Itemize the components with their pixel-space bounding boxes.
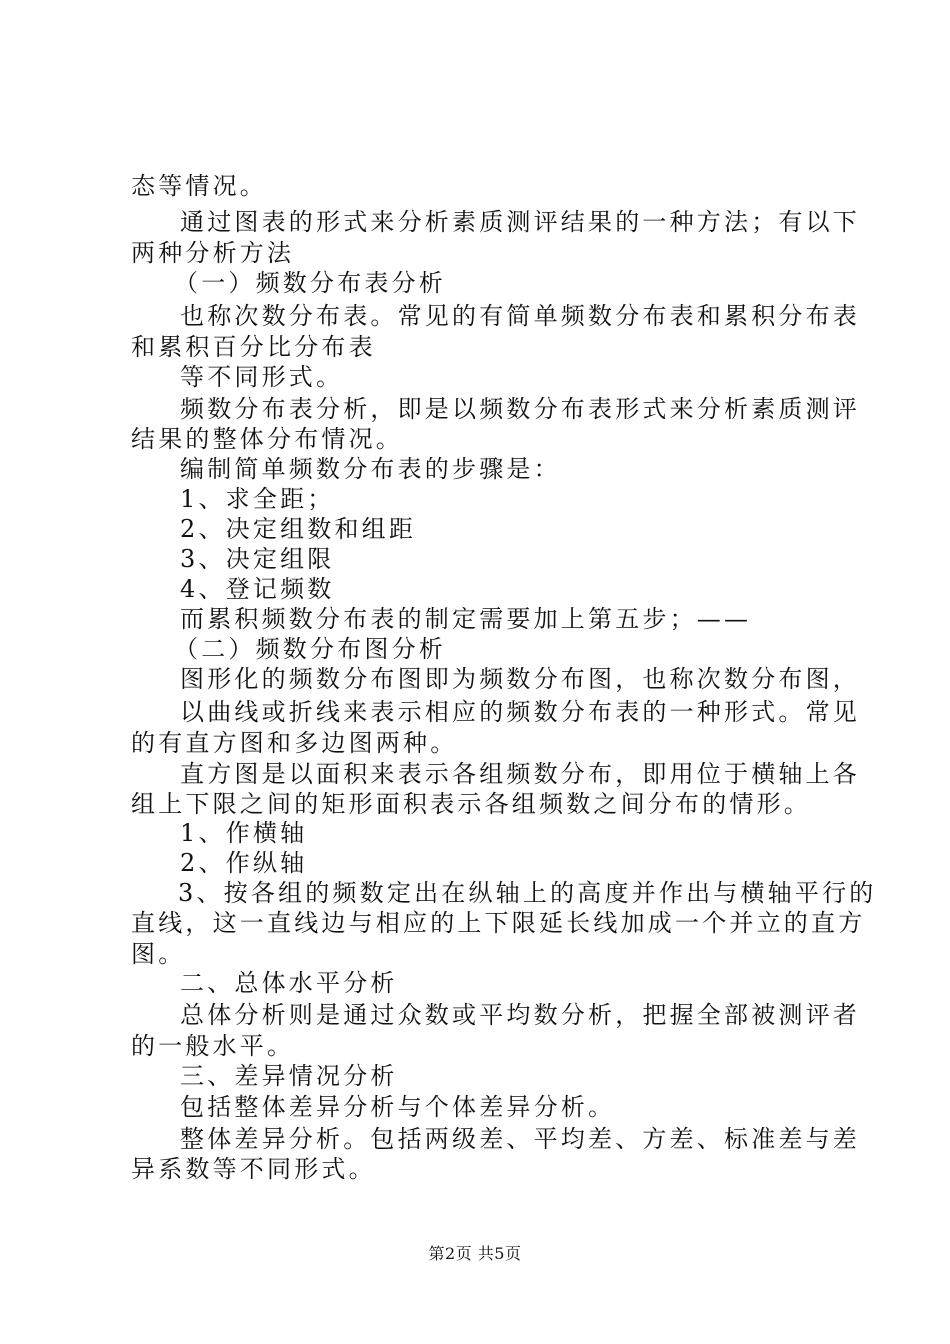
text-line: 也称次数分布表。常见的有简单频数分布表和累积分布表 <box>180 302 860 330</box>
section-heading: （一）频数分布表分析 <box>174 269 446 297</box>
section-heading: 二、总体水平分析 <box>180 969 398 997</box>
text-line: 总体分析则是通过众数或平均数分析，把握全部被测评者 <box>180 1001 860 1029</box>
text-line: 态等情况。 <box>131 172 267 200</box>
text-line: 直线，这一直线边与相应的上下限延长线加成一个并立的直方 <box>131 909 866 937</box>
list-item: 4、登记频数 <box>180 575 335 603</box>
text-line: 整体差异分析。包括两级差、平均差、方差、标准差与差 <box>180 1125 860 1153</box>
text-line: 两种分析方法 <box>131 239 295 267</box>
text-line: 组上下限之间的矩形面积表示各组频数之间分布的情形。 <box>131 790 811 818</box>
text-line: 频数分布表分析，即是以频数分布表形式来分析素质测评 <box>180 395 860 423</box>
text-line: 的一般水平。 <box>131 1032 295 1060</box>
text-line: 图形化的频数分布图即为频数分布图，也称次数分布图， <box>180 665 860 693</box>
text-line: 以曲线或折线来表示相应的频数分布表的一种形式。常见 <box>180 698 860 726</box>
list-item: 1、求全距； <box>180 485 335 513</box>
text-line: 而累积频数分布表的制定需要加上第五步；—— <box>180 605 752 633</box>
text-line: 直方图是以面积来表示各组频数分布，即用位于横轴上各 <box>180 760 860 788</box>
text-line: 的有直方图和多边图两种。 <box>131 729 458 757</box>
list-item: 3、决定组限 <box>180 545 335 573</box>
section-heading: （二）频数分布图分析 <box>174 635 446 663</box>
section-heading: 三、差异情况分析 <box>180 1062 398 1090</box>
text-line: 等不同形式。 <box>180 363 344 391</box>
text-line: 编制简单频数分布表的步骤是： <box>180 455 561 483</box>
text-line: 异系数等不同形式。 <box>131 1155 376 1183</box>
list-item: 2、作纵轴 <box>180 849 308 877</box>
text-line: 结果的整体分布情况。 <box>131 425 403 453</box>
text-line: 包括整体差异分析与个体差异分析。 <box>180 1093 616 1121</box>
list-item: 2、决定组数和组距 <box>180 515 417 543</box>
page-footer: 第2页 共5页 <box>428 1244 522 1263</box>
text-line: 通过图表的形式来分析素质测评结果的一种方法；有以下 <box>180 208 860 236</box>
list-item: 1、作横轴 <box>180 819 308 847</box>
text-line: 图。 <box>131 940 186 968</box>
text-line: 和累积百分比分布表 <box>131 333 376 361</box>
list-item: 3、按各组的频数定出在纵轴上的高度并作出与横轴平行的 <box>178 879 877 907</box>
